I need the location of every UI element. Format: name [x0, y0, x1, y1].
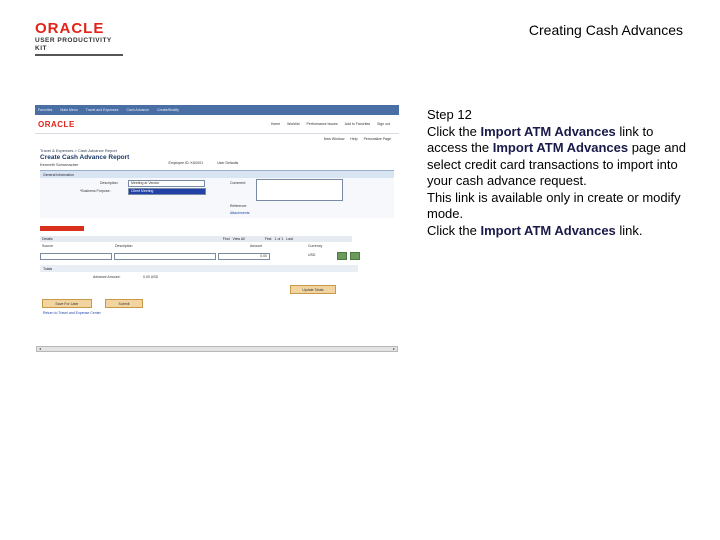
nav-favorites[interactable]: Favorites — [38, 108, 53, 112]
peoplesoft-screenshot — [35, 105, 399, 355]
employee-id: Employee ID: KU0001 — [168, 161, 204, 165]
sign-out-link[interactable]: Sign out — [377, 122, 390, 126]
comment-field[interactable] — [256, 179, 343, 201]
delete-row-icon[interactable] — [350, 252, 360, 260]
p1-page-name: Import ATM Advances — [492, 140, 629, 155]
p3-text-a: Click the — [427, 222, 481, 238]
row-count: 1 of 1 — [274, 237, 284, 241]
col-description: Description — [115, 244, 133, 248]
details-grid-header — [40, 236, 352, 242]
horizontal-scrollbar[interactable] — [36, 346, 398, 352]
slide-title: Creating Cash Advances — [528, 22, 683, 38]
import-atm-advances-link[interactable] — [40, 226, 84, 231]
attachments-link[interactable]: Attachments — [230, 211, 250, 215]
performance-link[interactable]: Performance Issues — [306, 122, 338, 126]
nav-cash-advance[interactable]: Cash Advance — [126, 108, 150, 112]
p3-link-name: Import ATM Advances — [480, 222, 616, 238]
row-amount: 0.00 — [260, 254, 267, 258]
top-nav-bar — [35, 105, 399, 115]
totals-title: Totals — [43, 266, 53, 271]
add-favorites-link[interactable]: Add to Favorites — [344, 122, 371, 126]
save-for-later-button[interactable]: Save For Later — [42, 299, 92, 308]
description-field[interactable] — [128, 180, 205, 187]
general-info-header[interactable] — [40, 170, 394, 178]
header-links — [271, 122, 396, 126]
employee-name: Kenneth Schumacher — [40, 162, 79, 167]
row-actions — [337, 252, 360, 260]
details-row — [40, 252, 352, 262]
personalize-link[interactable]: Personalize Page — [363, 137, 391, 141]
row-currency: USD — [308, 253, 316, 257]
step-label: Step 12 — [427, 107, 472, 122]
advance-amount-value: 0.00 USD — [143, 275, 159, 279]
view-all-link[interactable]: View All — [232, 237, 245, 241]
find-link[interactable]: Find — [222, 237, 230, 241]
worklist-link[interactable]: Worklist — [287, 122, 300, 126]
oracle-upk-logo — [35, 22, 125, 56]
sub-toolbar — [35, 134, 399, 144]
help-link[interactable]: Help — [350, 137, 358, 141]
first-link[interactable]: First — [264, 237, 272, 241]
instruction-paragraph-3 — [427, 223, 697, 240]
scroll-right-icon[interactable]: ▸ — [392, 346, 395, 351]
general-info-section — [40, 178, 394, 218]
return-link[interactable]: Return to Travel and Expense Center — [43, 311, 101, 315]
submit-button[interactable]: Submit — [105, 299, 143, 308]
description-label: Description: — [100, 181, 119, 185]
update-totals-button[interactable]: Update Totals — [290, 285, 336, 294]
scroll-left-icon[interactable]: ◂ — [38, 346, 41, 351]
app-logo: ORACLE — [38, 119, 75, 129]
p1-text-a: Click the — [427, 123, 481, 139]
p1-text-c: page and select credit card transactions to import into your cash advance request. — [427, 140, 686, 188]
instruction-panel — [427, 107, 697, 239]
row-description-field[interactable] — [114, 253, 216, 260]
grid-columns — [40, 244, 352, 249]
reference-label: Reference: — [230, 204, 248, 208]
instruction-paragraph-1 — [427, 124, 697, 190]
add-row-icon[interactable] — [337, 252, 347, 260]
business-purpose-value: Client Meeting — [131, 189, 154, 193]
business-purpose-select[interactable] — [128, 188, 206, 195]
nav-travel[interactable]: Travel and Expenses — [85, 108, 119, 112]
user-defaults-link[interactable]: User Defaults — [217, 161, 239, 165]
general-info-title: General Information — [43, 172, 74, 177]
employee-row — [35, 161, 399, 167]
nav-main-menu[interactable]: Main Menu — [60, 108, 78, 112]
row-amount-field[interactable] — [218, 253, 270, 260]
col-amount: Amount — [250, 244, 263, 248]
instruction-paragraph-2: This link is available only in create or modify mode. — [427, 189, 681, 221]
source-select[interactable] — [40, 253, 112, 260]
business-purpose-label: *Business Purpose: — [80, 189, 111, 193]
totals-header — [40, 265, 358, 272]
p3-text-b: link. — [615, 222, 643, 238]
logo-rule — [35, 54, 123, 56]
p1-link-name: Import ATM Advances — [480, 123, 616, 139]
app-header — [35, 115, 399, 134]
p1-text-b: link to access the — [427, 123, 654, 155]
col-source: Source — [42, 244, 54, 248]
breadcrumb: Travel & Expenses > Cash Advance Report — [40, 148, 117, 153]
details-title: Details — [42, 237, 53, 241]
description-value: Meeting at Vendor — [131, 181, 160, 185]
logo-product: USER PRODUCTIVITY KIT — [35, 37, 112, 52]
new-window-link[interactable]: New Window — [323, 137, 345, 141]
nav-create-modify[interactable]: Create/Modify — [157, 108, 179, 112]
home-link[interactable]: Home — [270, 122, 281, 126]
page-heading: Create Cash Advance Report — [40, 154, 130, 161]
col-currency: Currency — [308, 244, 323, 248]
employee-meta — [168, 161, 238, 167]
last-link[interactable]: Last — [286, 237, 293, 241]
logo-brand: ORACLE — [35, 20, 105, 37]
advance-amount-label: Advance Amount: — [93, 275, 121, 279]
comment-label: Comment: — [230, 181, 247, 185]
